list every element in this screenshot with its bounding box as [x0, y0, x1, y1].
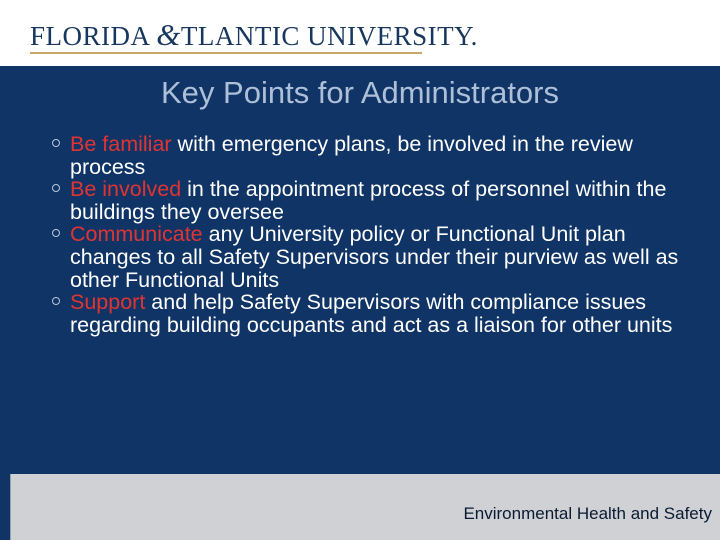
bullet-list	[44, 133, 694, 336]
footer-department-name: Environmental Health and Safety	[463, 504, 712, 523]
bullet-item	[44, 223, 694, 291]
logo-text-atlantic-university: TLANTIC UNIVERSITY	[180, 21, 471, 51]
university-logo	[30, 17, 478, 53]
bullet-highlight: Be involved	[70, 177, 182, 202]
bullet-text: and help Safety Supervisors with compliance issues regarding building occupants and act as a liaison for other units	[70, 290, 673, 337]
footer	[0, 474, 720, 540]
slide-title: Key Points for Administrators	[161, 75, 559, 110]
bullet-text: with emergency plans, be involved in the review process	[70, 132, 633, 179]
logo-ampersand: &	[156, 17, 181, 52]
bullet-item	[44, 133, 694, 178]
header	[0, 0, 720, 66]
hollow-circle-bullet-icon	[52, 229, 60, 237]
logo-divider	[30, 52, 422, 54]
bullet-highlight: Support	[70, 290, 146, 315]
bullet-text: any University policy or Functional Unit plan changes to all Safety Supervisors under their purview as well as other Functional Units	[70, 222, 679, 292]
bullet-highlight: Be familiar	[70, 132, 172, 156]
footer-panel	[10, 474, 720, 540]
bullet-item	[44, 291, 694, 336]
logo-text-florida: FLORIDA	[30, 21, 157, 51]
hollow-circle-bullet-icon	[52, 139, 60, 147]
hollow-circle-bullet-icon	[52, 184, 60, 192]
bullet-text: in the appointment process of personnel within the buildings they oversee	[70, 177, 667, 224]
hollow-circle-bullet-icon	[52, 297, 60, 305]
bullet-item	[44, 178, 694, 223]
logo-mark: .	[470, 21, 478, 51]
bullet-highlight: Communicate	[70, 222, 203, 247]
